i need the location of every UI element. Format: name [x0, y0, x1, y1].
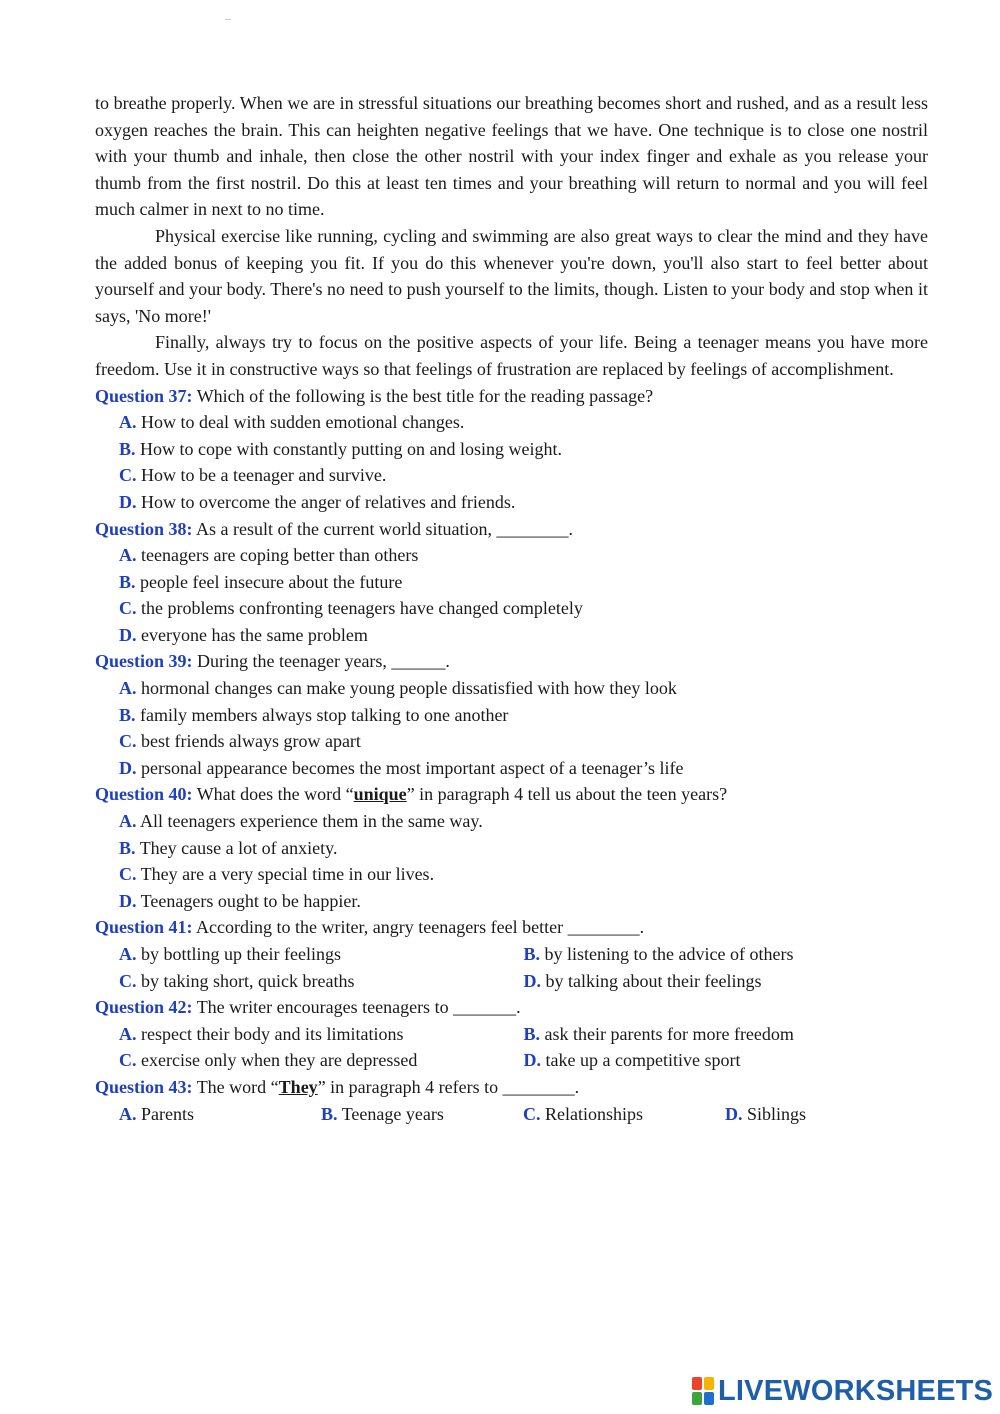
option-letter: D.	[523, 970, 541, 991]
option-text: respect their body and its limitations	[136, 1023, 404, 1044]
passage-paragraph-3: Finally, always try to focus on the positive aspects of your life. Being a teenager means you have more freedom. Use it in constructive ways so that feelings of frustration are replaced by feelings of accomplishment.	[95, 332, 928, 379]
option-letter: B.	[119, 438, 136, 459]
option-text: best friends always grow apart	[136, 731, 361, 752]
option-text: How to cope with constantly putting on and losing weight.	[135, 438, 562, 459]
option-letter: A.	[119, 1023, 137, 1044]
question-text: As a result of the current world situation, ________.	[192, 518, 573, 539]
option-text: ask their parents for more freedom	[540, 1023, 794, 1044]
option-text: Relationships	[540, 1103, 643, 1124]
option-b[interactable]	[321, 1101, 523, 1128]
option-letter: C.	[119, 465, 137, 486]
option-text: personal appearance becomes the most important aspect of a teenager’s life	[136, 757, 684, 778]
option-c[interactable]	[119, 595, 928, 622]
option-a[interactable]	[119, 675, 928, 702]
option-a[interactable]	[119, 409, 928, 436]
liveworksheets-logo[interactable]	[692, 1374, 993, 1408]
page-edge-mark	[225, 19, 231, 20]
option-b[interactable]	[524, 941, 929, 968]
logo-text: LIVEWORKSHEETS	[718, 1374, 994, 1407]
option-row	[95, 489, 928, 516]
question-text: The writer encourages teenagers to _______.	[192, 997, 521, 1018]
option-b[interactable]	[524, 1021, 929, 1048]
option-letter: C.	[119, 731, 137, 752]
logo-square-yellow	[704, 1377, 714, 1390]
option-text: everyone has the same problem	[136, 624, 368, 645]
option-d[interactable]	[119, 622, 928, 649]
question-stem	[95, 648, 928, 675]
question-stem	[95, 1074, 928, 1101]
option-a[interactable]	[119, 808, 928, 835]
option-letter: D.	[119, 624, 137, 645]
option-a[interactable]	[119, 1021, 524, 1048]
option-text: They cause a lot of anxiety.	[135, 837, 338, 858]
option-text: by talking about their feelings	[541, 970, 762, 991]
option-row	[95, 888, 928, 915]
option-text: by bottling up their feelings	[136, 944, 341, 964]
option-text: by taking short, quick breaths	[136, 970, 355, 991]
option-row	[95, 409, 928, 436]
option-text: the problems confronting teenagers have changed completely	[136, 598, 583, 619]
option-b[interactable]	[119, 835, 928, 862]
question-stem	[95, 383, 928, 410]
question-stem	[95, 781, 928, 808]
option-text: How to overcome the anger of relatives and friends.	[136, 491, 516, 512]
question-39	[95, 648, 928, 781]
option-letter: A.	[119, 1103, 137, 1124]
question-41	[95, 914, 928, 994]
question-40	[95, 781, 928, 914]
question-label: Question 42:	[95, 997, 193, 1018]
question-label: Question 37:	[95, 385, 193, 406]
option-row	[95, 569, 928, 596]
option-c[interactable]	[119, 728, 928, 755]
option-c[interactable]	[523, 1101, 725, 1128]
option-text: take up a competitive sport	[541, 1050, 741, 1071]
option-text: teenagers are coping better than others	[136, 545, 419, 566]
option-row	[95, 808, 928, 835]
option-text: How to be a teenager and survive.	[136, 465, 387, 486]
option-d[interactable]	[119, 755, 928, 782]
question-keyword: They	[278, 1076, 318, 1097]
option-d[interactable]	[725, 1101, 927, 1128]
logo-square-blue	[704, 1392, 714, 1405]
option-letter: D.	[119, 757, 137, 778]
option-letter: B.	[523, 944, 541, 964]
option-text: Teenagers ought to be happier.	[136, 890, 361, 911]
option-letter: A.	[119, 811, 137, 832]
option-b[interactable]	[119, 702, 928, 729]
option-text: All teenagers experience them in the same way.	[136, 811, 483, 832]
option-c[interactable]	[119, 462, 928, 489]
question-text: During the teenager years, ______.	[192, 651, 450, 672]
logo-square-green	[692, 1392, 702, 1405]
question-label: Question 38:	[95, 518, 193, 539]
logo-square-red	[692, 1377, 702, 1390]
option-b[interactable]	[119, 436, 928, 463]
question-text: Which of the following is the best title for the reading passage?	[192, 385, 654, 406]
question-label: Question 41:	[95, 917, 193, 938]
option-a[interactable]	[119, 542, 928, 569]
option-row	[95, 702, 928, 729]
question-stem	[95, 516, 928, 543]
option-text: Siblings	[742, 1103, 807, 1124]
question-text-after: ” in paragraph 4 tell us about the teen years?	[406, 784, 728, 805]
option-text: They are a very special time in our lives.	[136, 864, 435, 885]
option-b[interactable]	[119, 569, 928, 596]
liveworksheets-logo-icon	[692, 1377, 714, 1405]
question-43	[95, 1074, 928, 1127]
option-row	[95, 622, 928, 649]
question-38	[95, 516, 928, 649]
option-row	[95, 1047, 928, 1074]
option-letter: A.	[119, 412, 137, 433]
option-letter: B.	[321, 1103, 338, 1124]
option-letter: C.	[523, 1103, 541, 1124]
option-text: exercise only when they are depressed	[136, 1050, 418, 1071]
option-letter: A.	[119, 944, 137, 964]
option-row	[95, 675, 928, 702]
option-row	[95, 1101, 928, 1128]
option-d[interactable]	[524, 968, 929, 995]
option-text: family members always stop talking to one another	[135, 704, 509, 725]
option-text: hormonal changes can make young people dissatisfied with how they look	[136, 678, 677, 699]
option-c[interactable]	[119, 968, 524, 995]
option-row	[95, 542, 928, 569]
option-d[interactable]	[524, 1047, 929, 1074]
option-text: people feel insecure about the future	[135, 571, 403, 592]
question-42	[95, 994, 928, 1074]
question-stem	[95, 914, 928, 941]
option-letter: C.	[119, 1050, 137, 1071]
question-text-after: ” in paragraph 4 refers to ________.	[317, 1076, 580, 1097]
option-text: Parents	[136, 1103, 194, 1124]
option-row	[95, 436, 928, 463]
option-row	[95, 861, 928, 888]
question-stem	[95, 994, 928, 1021]
option-letter: A.	[119, 545, 137, 566]
passage-paragraph-1: to breathe properly. When we are in stressful situations our breathing becomes short and rushed, and as a result less oxygen reaches the brain. This can heighten negative feelings that we have. One technique is to close one nostril with your thumb and inhale, then close the other nostril with your index finger and exhale as you release your thumb from the first nostril. Do this at least ten times and your breathing will return to normal and you will feel much calmer in next to no time.	[95, 93, 928, 220]
option-row	[95, 728, 928, 755]
question-label: Question 40:	[95, 784, 193, 805]
option-letter: B.	[119, 571, 136, 592]
option-row	[95, 968, 928, 995]
option-row	[95, 595, 928, 622]
option-letter: D.	[119, 491, 137, 512]
question-37	[95, 383, 928, 516]
question-text-before: The word “	[192, 1076, 279, 1097]
worksheet-page	[95, 90, 928, 1127]
option-text: How to deal with sudden emotional changes.	[136, 412, 465, 433]
option-c[interactable]	[119, 861, 928, 888]
option-letter: C.	[119, 970, 137, 991]
option-row	[95, 941, 928, 968]
option-letter: C.	[119, 598, 137, 619]
question-label: Question 43:	[95, 1076, 193, 1097]
option-row	[95, 755, 928, 782]
option-letter: B.	[119, 837, 136, 858]
option-letter: D.	[119, 890, 137, 911]
option-row	[95, 835, 928, 862]
option-c[interactable]	[119, 1047, 524, 1074]
option-letter: D.	[523, 1050, 541, 1071]
question-text: According to the writer, angry teenagers feel better ________.	[192, 917, 645, 938]
option-row	[95, 462, 928, 489]
option-a[interactable]	[119, 1101, 321, 1128]
option-letter: D.	[725, 1103, 743, 1124]
option-letter: B.	[119, 704, 136, 725]
passage-paragraph-2: Physical exercise like running, cycling and swimming are also great ways to clear the mind and they have the added bonus of keeping you fit. If you do this whenever you're down, you'll also start to feel better about yourself and your body. There's no need to push yourself to the limits, though. Listen to your body and stop when it says, 'No more!'	[95, 225, 928, 326]
option-text: Teenage years	[337, 1103, 444, 1124]
option-a[interactable]	[119, 941, 524, 968]
option-row	[95, 1021, 928, 1048]
option-letter: C.	[119, 864, 137, 885]
question-label: Question 39:	[95, 651, 193, 672]
option-d[interactable]	[119, 489, 928, 516]
option-text: by listening to the advice of others	[540, 944, 794, 964]
question-text-before: What does the word “	[192, 784, 354, 805]
question-keyword: unique	[353, 784, 407, 805]
option-d[interactable]	[119, 888, 928, 915]
option-letter: A.	[119, 678, 137, 699]
option-letter: B.	[523, 1023, 541, 1044]
